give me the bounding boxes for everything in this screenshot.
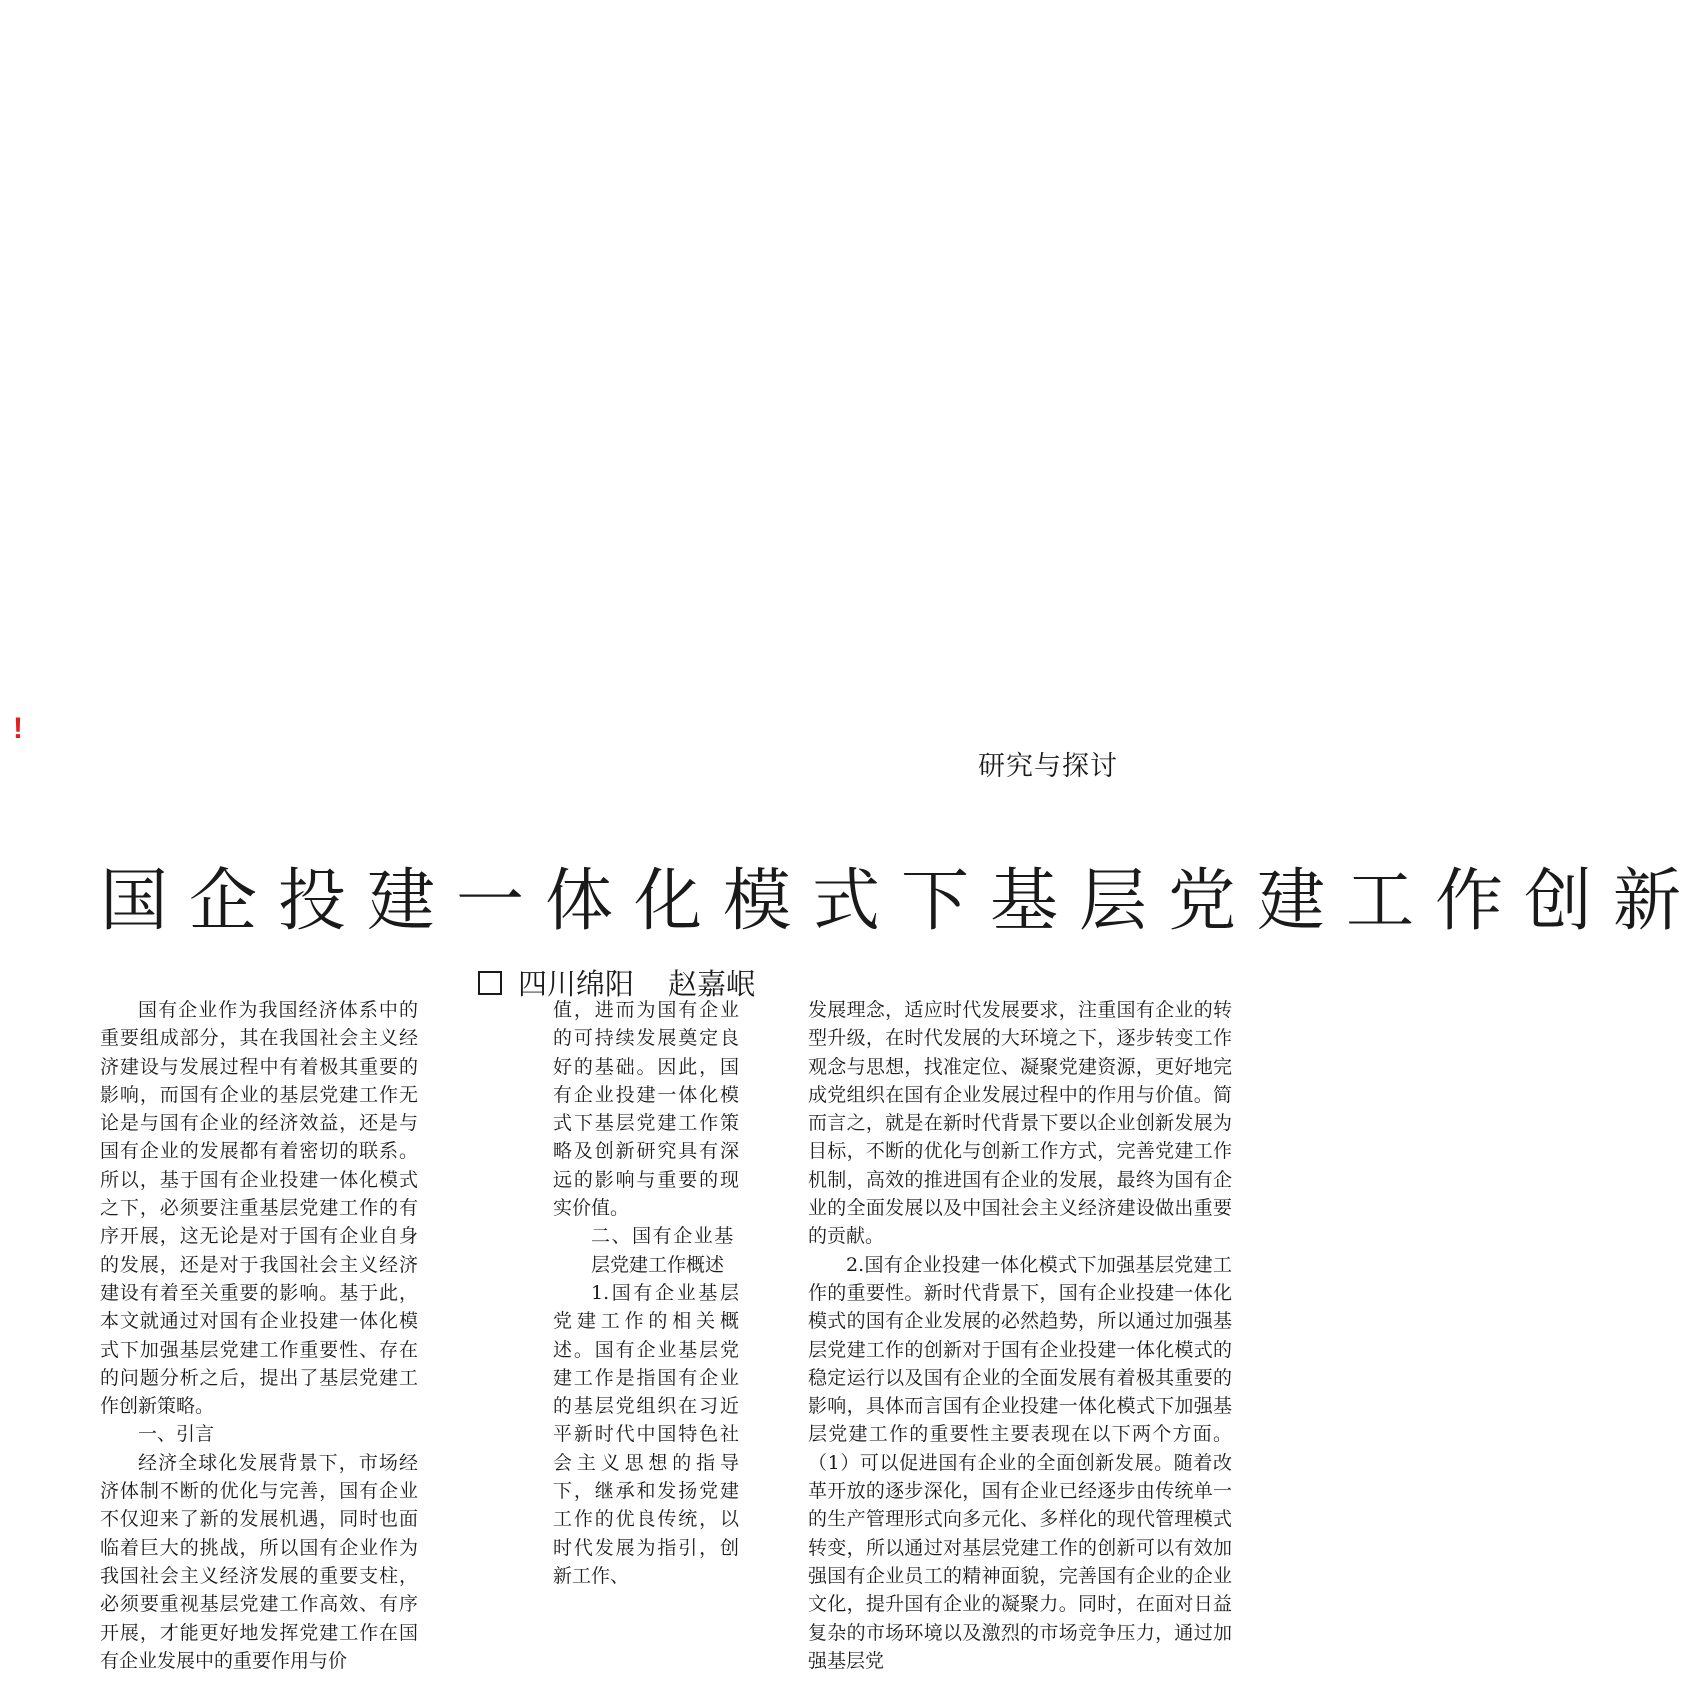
column-1 bbox=[100, 996, 418, 1675]
red-exclamation-mark: ! bbox=[13, 712, 23, 745]
author-location: 四川绵阳 bbox=[518, 967, 635, 1001]
heading-introduction: 一、引言 bbox=[138, 1423, 215, 1446]
body-paragraph: 经济全球化发展背景下，市场经济体制不断的优化与完善，国有企业不仅迎来了新的发展机遇，同时也面临着巨大的挑战，所以国有企业作为我国社会主义经济发展的重要支柱，必须要重视基层党建工作高效、有序开展，才能更好地发挥党建工作在国有企业发展中的重要作用与价 bbox=[100, 1451, 418, 1672]
body-paragraph: 1.国有企业基层党建工作的相关概述。国有企业基层党建工作是指国有企业的基层党组织在习近平新时代中国特色社会主义思想的指导下，继承和发扬党建工作的优良传统，以时代发展为指引，创新工作、 bbox=[553, 1281, 739, 1587]
section-label: 研究与探讨 bbox=[978, 751, 1118, 782]
column-3 bbox=[808, 996, 1232, 1675]
column-2 bbox=[553, 996, 739, 1590]
abstract-paragraph: 国有企业作为我国经济体系中的重要组成部分，其在我国社会主义经济建设与发展过程中有着极其重要的影响，而国有企业的基层党建工作无论是与国有企业的经济效益，还是与国有企业的发展都有着密切的联系。所以，基于国有企业投建一体化模式之下，必须要注重基层党建工作的有序开展，这无论是对于国有企业自身的发展，还是对于我国社会主义经济建设有着至关重要的影响。基于此，本文就通过对国有企业投建一体化模式下加强基层党建工作重要性、存在的问题分析之后，提出了基层党建工作创新策略。 bbox=[100, 999, 418, 1418]
author-name: 赵嘉岷 bbox=[668, 967, 756, 1001]
square-bullet-icon bbox=[478, 971, 502, 995]
article-title: 国企投建一体化模式下基层党建工作创新 bbox=[100, 862, 1702, 941]
heading-overview: 二、国有企业基层党建工作概述 bbox=[591, 1225, 734, 1276]
body-paragraph: 值，进而为国有企业的可持续发展奠定良好的基础。因此，国有企业投建一体化模式下基层党建工作策略及创新研究具有深远的影响与重要的现实价值。 bbox=[553, 999, 739, 1220]
body-paragraph: 发展理念，适应时代发展要求，注重国有企业的转型升级，在时代发展的大环境之下，逐步转变工作观念与思想，找准定位、凝聚党建资源，更好地完成党组织在国有企业发展过程中的作用与价值。简而言之，就是在新时代背景下要以企业创新发展为目标，不断的优化与创新工作方式，完善党建工作机制，高效的推进国有企业的发展，最终为国有企业的全面发展以及中国社会主义经济建设做出重要的贡献。 bbox=[808, 999, 1232, 1248]
body-paragraph: 2.国有企业投建一体化模式下加强基层党建工作的重要性。新时代背景下，国有企业投建一体化模式的国有企业发展的必然趋势，所以通过加强基层党建工作的创新对于国有企业投建一体化模式的稳定运行以及国有企业的全面发展有着极其重要的影响，具体而言国有企业投建一体化模式下加强基层党建工作的重要性主要表现在以下两个方面。（1）可以促进国有企业的全面创新发展。随着改革开放的逐步深化，国有企业已经逐步由传统单一的生产管理形式向多元化、多样化的现代管理模式转变，所以通过对基层党建工作的创新可以有效加强国有企业员工的精神面貌，完善国有企业的企业文化，提升国有企业的凝聚力。同时，在面对日益复杂的市场环境以及激烈的市场竞争压力，通过加强基层党 bbox=[808, 1253, 1232, 1672]
